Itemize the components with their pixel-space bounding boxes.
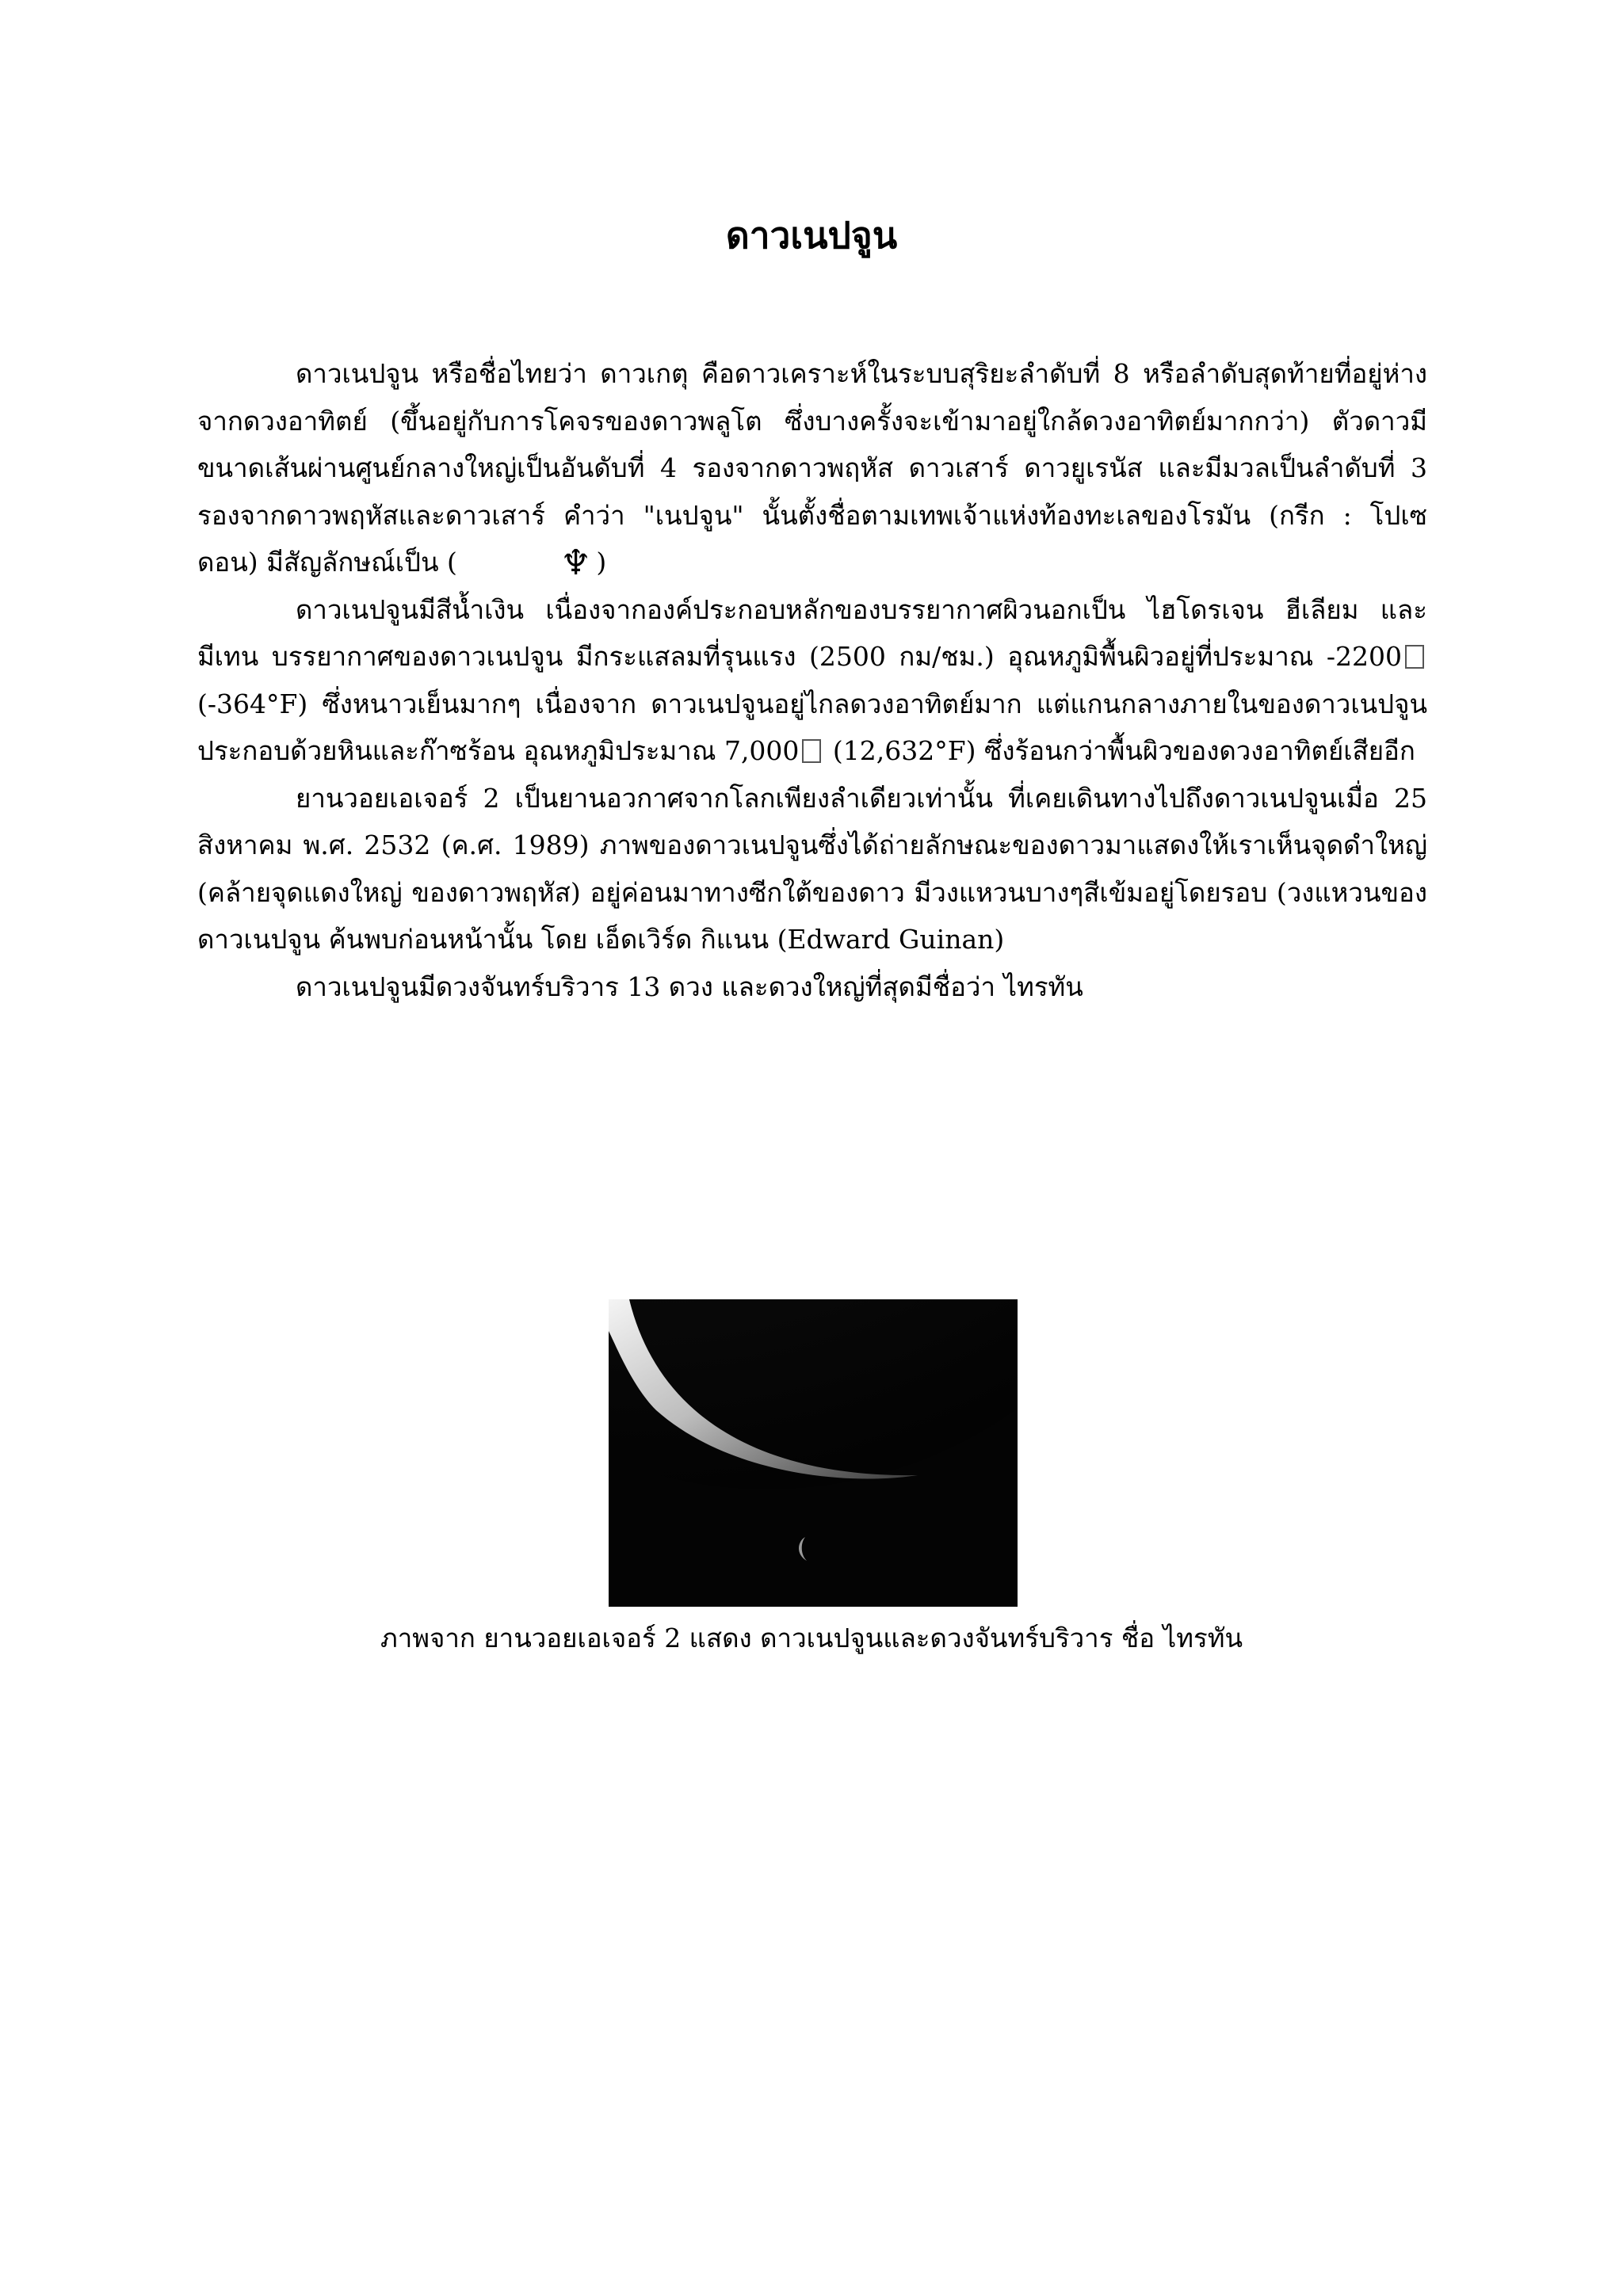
neptune-triton-photo — [609, 1299, 1018, 1607]
paragraph-1-text: ดาวเนปจูน หรือชื่อไทยว่า ดาวเกตุ คือดาวเคราะห์ในระบบสุริยะลำดับที่ 8 หรือลำดับสุดท้ายที่อยู่ห่างจากดวงอาทิตย์ (ขึ้นอยู่กับการโคจรของดาวพลูโต ซึ่งบางครั้งจะเข้ามาอยู่ใกล้ดวงอาทิตย์มากกว่า) ตัวดาวมีขนาดเส้นผ่านศูนย์กลางใหญ่เป็นอันดับที่ 4 รองจากดาวพฤหัส ดาวเสาร์ ดาวยูเรนัส และมีมวลเป็นลำดับที่ 3 รองจากดาวพฤหัสและดาวเสาร์ คำว่า "เนปจูน" นั้นตั้งชื่อตามเทพเจ้าแห่งท้องทะเลของโรมัน (กรีก : โปเซดอน) มีสัญลักษณ์เป็น ( — [197, 358, 1427, 578]
figure-caption: ภาพจาก ยานวอยเอเจอร์ 2 แสดง ดาวเนปจูนและดวงจันทร์บริวาร ชื่อ ไทรทัน — [380, 1623, 1243, 1653]
paragraph-2-text-b: (-364°F) ซึ่งหนาวเย็นมากๆ เนื่องจาก ดาวเนปจูนอยู่ไกลดวงอาทิตย์มาก แต่แกนกลางภายในของดาวเนปจูน ประกอบด้วยหินและก๊าซร้อน อุณหภูมิประมาณ 7,000 — [197, 688, 1427, 766]
neptune-crescent-image — [609, 1299, 1018, 1607]
document-body — [197, 350, 1427, 1010]
paragraph-2 — [197, 586, 1427, 775]
page-title: ดาวเนปจูน — [725, 214, 898, 257]
neptune-symbol-icon: ♆ — [559, 543, 592, 583]
paragraph-4: ดาวเนปจูนมีดวงจันทร์บริวาร 13 ดวง และดวงใหญ่ที่สุดมีชื่อว่า ไทรทัน — [296, 971, 1083, 1002]
paragraph-2-text-a: ดาวเนปจูนมีสีน้ำเงิน เนื่องจากองค์ประกอบหลักของบรรยากาศผิวนอกเป็น ไฮโดรเจน ฮีเลียม และมีเทน บรรยากาศของดาวเนปจูน มีกระแสลมที่รุนแรง (2500 กม/ชม.) อุณหภูมิพื้นผิวอยู่ที่ประมาณ -2200 — [197, 593, 1427, 672]
paragraph-1 — [197, 350, 1427, 586]
paragraph-3: ยานวอยเอเจอร์ 2 เป็นยานอวกาศจากโลกเพียงลำเดียวเท่านั้น ที่เคยเดินทางไปถึงดาวเนปจูนเมื่อ 25 สิงหาคม พ.ศ. 2532 (ค.ศ. 1989) ภาพของดาวเนปจูนซึ่งได้ถ่ายลักษณะของดาวมาแสดงให้เราเห็นจุดดำใหญ่ (คล้ายจุดแดงใหญ่ ของดาวพฤหัส) อยู่ค่อนมาทางซีกใต้ของดาว มีวงแหวนบางๆสีเข้มอยู่โดยรอบ (วงแหวนของดาวเนปจูน ค้นพบก่อนหน้านั้น โดย เอ็ดเวิร์ด กิแนน (Edward Guinan) — [197, 782, 1427, 955]
paragraph-2-text-c: (12,632°F) ซึ่งร้อนกว่าพื้นผิวของดวงอาทิตย์เสียอีก — [824, 735, 1415, 766]
missing-glyph-icon — [1405, 645, 1424, 669]
paragraph-1-close: ) — [596, 547, 607, 578]
missing-glyph-icon — [802, 739, 821, 763]
